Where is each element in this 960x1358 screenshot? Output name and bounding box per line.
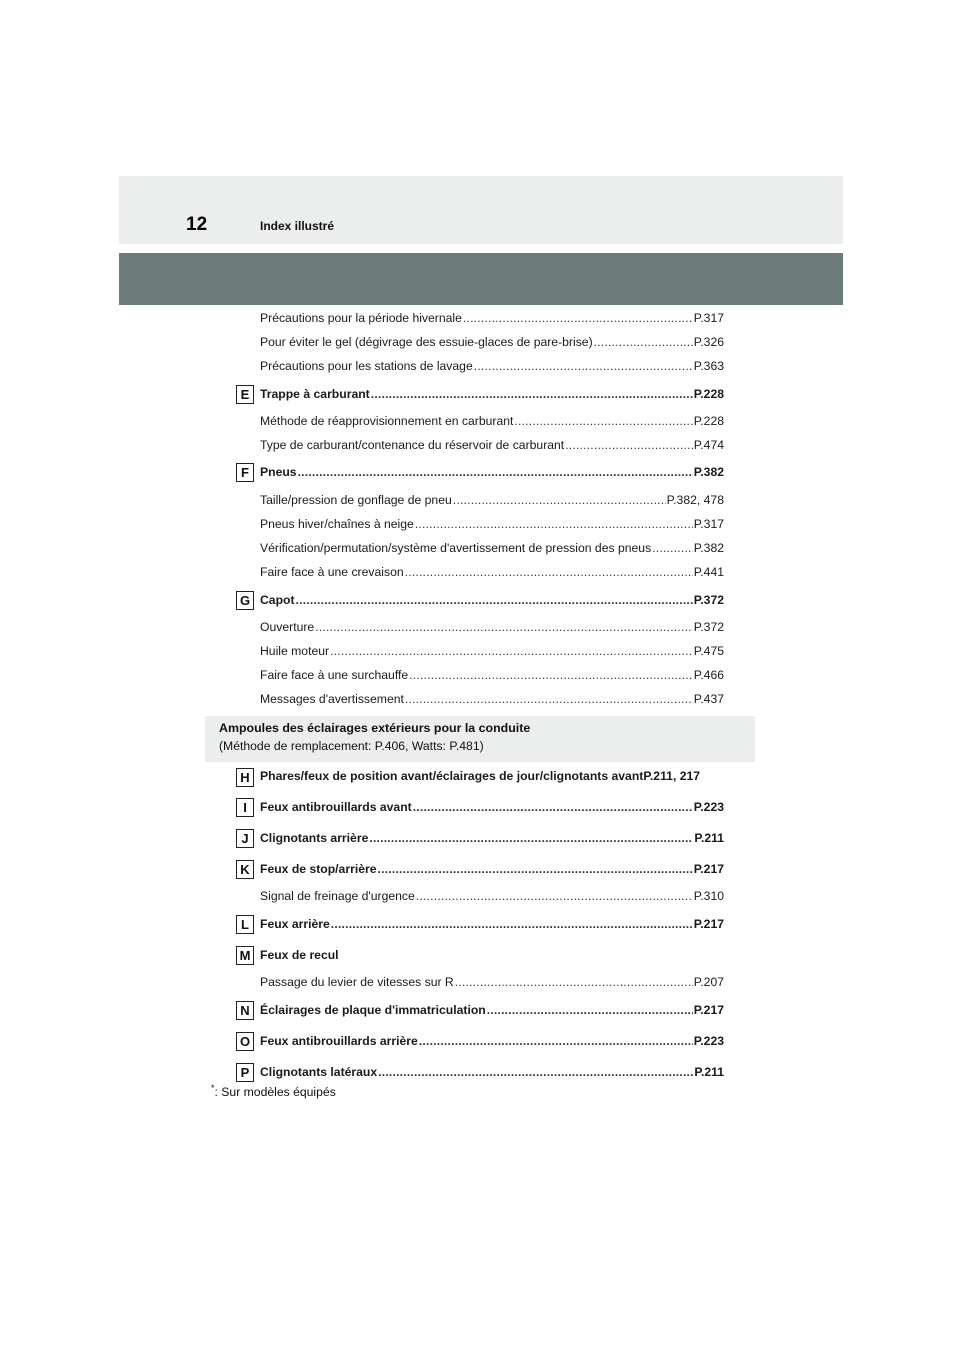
entry-page: P.310 <box>693 889 724 903</box>
entry-label: Faire face à une surchauffe <box>260 668 409 682</box>
entry-label: Feux arrière <box>260 917 330 931</box>
entry-page: P.372 <box>693 593 724 607</box>
entry-page: P.217 <box>693 1003 724 1017</box>
entry-label: Messages d'avertissement <box>260 692 404 706</box>
page-number: 12 <box>186 214 208 235</box>
index-entry[interactable] <box>260 413 724 429</box>
section-title: Index illustré <box>260 219 335 233</box>
index-entry-main[interactable] <box>260 1064 724 1080</box>
entry-label: Clignotants arrière <box>260 831 369 845</box>
entry-page: P.372 <box>693 620 724 634</box>
entry-page: P.211, 217 <box>643 769 701 783</box>
entry-label: Feux de recul <box>260 948 339 962</box>
entry-page: P.217 <box>693 862 724 876</box>
entry-page: P.437 <box>693 692 724 706</box>
entry-label: Phares/feux de position avant/éclairages de jour/clignotants avant <box>260 769 644 783</box>
index-entry[interactable] <box>260 667 724 683</box>
entry-page: P.207 <box>693 975 724 989</box>
entry-page: P.466 <box>693 668 724 682</box>
entry-label: Pour éviter le gel (dégivrage des essuie-glaces de pare-brise) <box>260 335 593 349</box>
entry-label: Capot <box>260 593 295 607</box>
index-entry-main[interactable] <box>260 947 724 963</box>
index-entry-main[interactable] <box>260 464 724 480</box>
entry-label: Pneus <box>260 465 297 479</box>
entry-page: P.317 <box>693 517 724 531</box>
callout-letter-i: I <box>236 798 254 817</box>
entry-page: P.317 <box>693 311 724 325</box>
index-entry-main[interactable] <box>260 861 724 877</box>
footnote <box>211 1082 336 1099</box>
index-entry[interactable] <box>260 974 724 990</box>
callout-letter-e: E <box>236 385 254 404</box>
entry-page: P.363 <box>693 359 724 373</box>
index-entry[interactable] <box>260 888 724 904</box>
index-entry[interactable] <box>260 492 724 508</box>
entry-label: Feux antibrouillards avant <box>260 800 412 814</box>
entry-label: Feux antibrouillards arrière <box>260 1034 418 1048</box>
entry-page: P.223 <box>693 800 724 814</box>
footnote-text: : Sur modèles équipés <box>214 1085 336 1099</box>
callout-letter-m: M <box>236 946 254 965</box>
entry-label: Éclairages de plaque d'immatriculation <box>260 1003 486 1017</box>
index-entry[interactable] <box>260 516 724 532</box>
entry-label: Trappe à carburant <box>260 387 370 401</box>
entry-page: P.211 <box>694 1065 724 1079</box>
index-entry-main[interactable] <box>260 592 724 608</box>
entry-label: Méthode de réapprovisionnement en carburant <box>260 414 514 428</box>
index-entry-main[interactable] <box>260 830 724 846</box>
entry-page: P.382, 478 <box>666 493 724 507</box>
entry-label: Faire face à une crevaison <box>260 565 404 579</box>
info-box-title: Ampoules des éclairages extérieurs pour la conduite <box>219 721 531 735</box>
entry-label: Signal de freinage d'urgence <box>260 889 415 903</box>
entry-page: P.211 <box>694 831 724 845</box>
callout-letter-n: N <box>236 1001 254 1020</box>
index-entry-main[interactable] <box>260 916 724 932</box>
header-band <box>119 176 843 244</box>
callout-letter-g: G <box>236 591 254 610</box>
entry-page: P.382 <box>693 465 724 479</box>
entry-page: P.474 <box>693 438 724 452</box>
entry-page: P.326 <box>693 335 724 349</box>
callout-letter-k: K <box>236 860 254 879</box>
index-entry-main[interactable] <box>260 768 724 784</box>
callout-letter-f: F <box>236 463 254 482</box>
entry-label: Précautions pour les stations de lavage <box>260 359 473 373</box>
callout-letter-p: P <box>236 1063 254 1082</box>
entry-page: P.223 <box>693 1034 724 1048</box>
index-entry-main[interactable] <box>260 1002 724 1018</box>
callout-letter-l: L <box>236 915 254 934</box>
entry-label: Clignotants latéraux <box>260 1065 378 1079</box>
index-entry[interactable] <box>260 643 724 659</box>
index-entry-main[interactable] <box>260 386 724 402</box>
entry-label: Huile moteur <box>260 644 330 658</box>
header-bar <box>119 253 843 305</box>
index-entry[interactable] <box>260 358 724 374</box>
entry-page: P.228 <box>693 414 724 428</box>
callout-letter-j: J <box>236 829 254 848</box>
entry-label: Vérification/permutation/système d'avertissement de pression des pneus <box>260 541 652 555</box>
index-entry[interactable] <box>260 334 724 350</box>
info-box-subtitle: (Méthode de remplacement: P.406, Watts: P.481) <box>219 739 484 753</box>
callout-letter-h: H <box>236 768 254 787</box>
index-entry-main[interactable] <box>260 799 724 815</box>
entry-page: P.382 <box>693 541 724 555</box>
entry-page: P.441 <box>693 565 724 579</box>
entry-label: Ouverture <box>260 620 315 634</box>
entry-label: Précautions pour la période hivernale <box>260 311 462 325</box>
entry-label: Feux de stop/arrière <box>260 862 377 876</box>
index-entry[interactable] <box>260 619 724 635</box>
entry-label: Pneus hiver/chaînes à neige <box>260 517 414 531</box>
entry-label: Taille/pression de gonflage de pneu <box>260 493 452 507</box>
callout-letter-o: O <box>236 1032 254 1051</box>
entry-page: P.217 <box>693 917 724 931</box>
entry-page: P.475 <box>693 644 724 658</box>
index-entry[interactable] <box>260 691 724 707</box>
footnote-marker: * <box>211 1082 215 1093</box>
index-entry[interactable] <box>260 437 724 453</box>
index-entry[interactable] <box>260 564 724 580</box>
index-entry[interactable] <box>260 310 724 326</box>
entry-label: Passage du levier de vitesses sur R <box>260 975 454 989</box>
index-entry[interactable] <box>260 540 724 556</box>
entry-page: P.228 <box>693 387 724 401</box>
index-entry-main[interactable] <box>260 1033 724 1049</box>
entry-label: Type de carburant/contenance du réservoir de carburant <box>260 438 565 452</box>
